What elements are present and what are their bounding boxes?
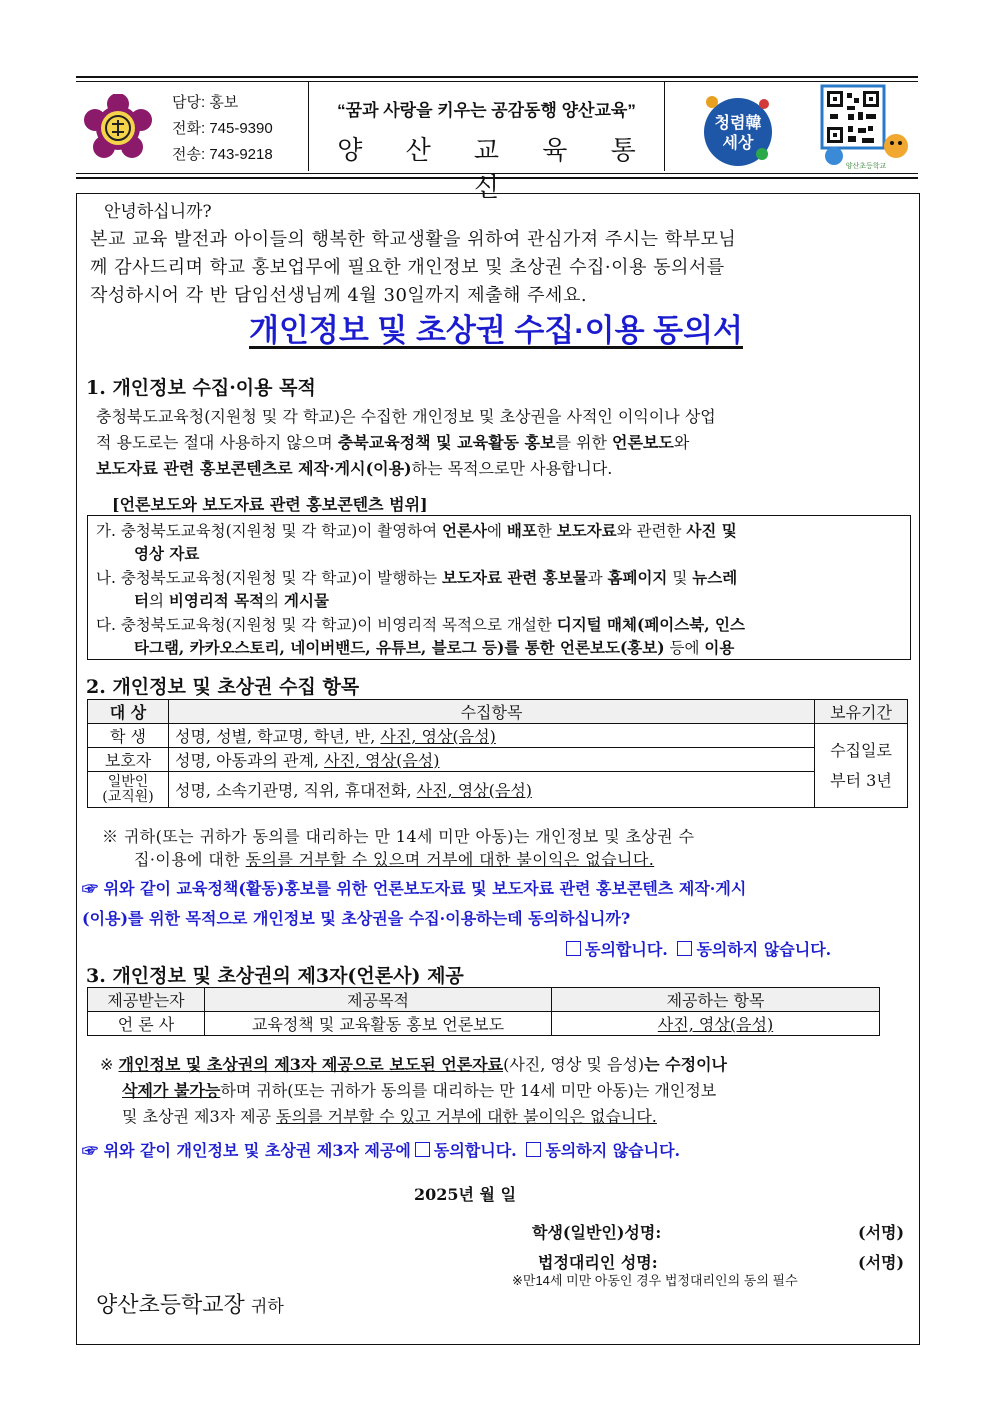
recipient-cell: 언 론 사 (88, 1012, 205, 1036)
range-item-ga: 가. 충청북도교육청(지원청 및 각 학교)이 촬영하여 언론사에 배포한 보도자료와 관련한 사진 및 (96, 521, 737, 540)
intro-line-3: 작성하시어 각 반 담임선생님께 4월 30일까지 제출해 주세요. (90, 285, 588, 306)
section-2-note-line-2: 집·이용에 대한 동의를 거부할 수 있으며 거부에 대한 불이익은 없습니다. (134, 850, 655, 869)
header-title-block (308, 82, 665, 202)
agree-checkbox[interactable] (566, 941, 581, 956)
th-items: 수집항목 (169, 700, 815, 724)
guardian-sign-label: 법정대리인 성명: (538, 1253, 658, 1272)
addressee: 양산초등학교장 귀하 (96, 1292, 284, 1317)
guardian-note: ※만14세 미만 아동인 경우 법정대리인의 동의 필수 (512, 1273, 798, 1288)
section-2-note-line-1: ※ 귀하(또는 귀하가 동의를 대리하는 만 14세 미만 아동)는 개인정보 및 초상권 수 (102, 827, 695, 846)
section-2-heading: 2. 개인정보 및 초상권 수집 항목 (86, 676, 360, 698)
provided-items-cell: 사진, 영상(음성) (552, 1012, 880, 1036)
contact-manager: 담당: 홍보 (172, 94, 239, 111)
section-3-consent: ☞ 위와 같이 개인정보 및 초상권 제3자 제공에 동의합니다. 동의하지 않습니다. (82, 1141, 681, 1160)
target-cell: 보호자 (88, 748, 169, 772)
table-row (88, 772, 908, 808)
disagree-checkbox[interactable] (526, 1142, 541, 1157)
qr-caption: 양산초등학교 (845, 162, 887, 170)
items-cell: 성명, 소속기관명, 직위, 휴대전화, 사진, 영상(음성) (169, 772, 815, 808)
range-item-da-cont: 타그램, 카카오스토리, 네이버밴드, 유튜브, 블로그 등)를 통한 언론보도(홍보) 등에 이용 (134, 638, 735, 657)
section-2-consent-line-2: (이용)를 위한 목적으로 개인정보 및 초상권을 수집·이용하는데 동의하십니까? (82, 909, 631, 928)
intro-line-1: 본교 교육 발전과 아이들의 행복한 학교생활을 위하여 관심가져 주시는 학부모님 (90, 229, 737, 250)
document-title: 개인정보 및 초상권 수집·이용 동의서 (249, 313, 743, 348)
guardian-sign-mark: (서명) (858, 1253, 905, 1272)
th-provided-items: 제공하는 항목 (552, 988, 880, 1012)
greeting: 안녕하십니까? (104, 202, 212, 222)
section-3-note-line-1: ※ 개인정보 및 초상권의 제3자 제공으로 보도된 언론자료(사진, 영상 및 음성)는 수정이나 (100, 1055, 727, 1074)
section-1-line-1: 충청북도교육청(지원청 및 각 학교)은 수집한 개인정보 및 초상권을 사적인 이익이나 상업 (96, 407, 716, 426)
section-3-heading: 3. 개인정보 및 초상권의 제3자(언론사) 제공 (86, 965, 464, 987)
qr-code-icon (818, 84, 914, 172)
target-cell: 학 생 (88, 724, 169, 748)
range-item-na-cont: 터의 비영리적 목적의 게시물 (134, 591, 329, 610)
items-cell: 성명, 성별, 학교명, 학년, 반, 사진, 영상(음성) (169, 724, 815, 748)
th-retention: 보유기간 (815, 700, 908, 724)
section-3-note-line-2: 삭제가 불가능하며 귀하(또는 귀하가 동의를 대리하는 만 14세 미만 아동)는 개인정보 (122, 1081, 717, 1100)
section-2-consent-line-1: ☞ 위와 같이 교육정책(활동)홍보를 위한 언론보도자료 및 보도자료 관련 홍보콘텐츠 제작·게시 (82, 879, 747, 898)
th-recipient: 제공받는자 (88, 988, 205, 1012)
range-item-ga-cont: 영상 자료 (134, 544, 200, 563)
slogan: “꿈과 사랑을 키우는 공감동행 양산교육” (337, 101, 636, 120)
section-1-heading: 1. 개인정보 수집·이용 목적 (86, 377, 316, 399)
logo-text-2: 세상 (722, 133, 754, 152)
school-emblem-icon (84, 94, 152, 162)
th-purpose: 제공목적 (205, 988, 552, 1012)
logo-text-1: 청렴韓 (714, 113, 762, 132)
contact-info (172, 90, 273, 168)
agree-checkbox[interactable] (415, 1142, 430, 1157)
table-row (88, 724, 908, 748)
range-item-na: 나. 충청북도교육청(지원청 및 각 학교)이 발행하는 보도자료 관련 홍보물과 홈페이지 및 뉴스레 (96, 568, 738, 587)
section-2-choice: 동의합니다. 동의하지 않습니다. (562, 937, 831, 960)
date-line: 2025년 월 일 (414, 1185, 517, 1204)
purpose-cell: 교육정책 및 교육활동 홍보 언론보도 (205, 1012, 552, 1036)
th-target: 대 상 (88, 700, 169, 724)
student-sign-mark: (서명) (858, 1223, 905, 1242)
target-cell: 일반인 (교직원) (88, 772, 169, 808)
table-row (88, 748, 908, 772)
contact-fax: 전송: 743-9218 (172, 146, 273, 163)
retention-cell: 수집일로 부터 3년 (815, 724, 908, 808)
items-cell: 성명, 아동과의 관계, 사진, 영상(음성) (169, 748, 815, 772)
section-1-line-3: 보도자료 관련 홍보콘텐츠로 제작·게시(이용)하는 목적으로만 사용합니다. (96, 459, 613, 478)
section-1-line-2: 적 용도로는 절대 사용하지 않으며 충북교육정책 및 교육활동 홍보를 위한 언론보도와 (96, 433, 690, 452)
range-item-da: 다. 충청북도교육청(지원청 및 각 학교)이 비영리적 목적으로 개설한 디지털 매체(페이스북, 인스 (96, 615, 745, 634)
newsletter-title: 양 산 교 육 통 신 (337, 135, 654, 202)
integrity-logo-icon (702, 84, 774, 172)
intro-line-2: 께 감사드리며 학교 홍보업무에 필요한 개인정보 및 초상권 수집·이용 동의서를 (90, 257, 725, 278)
contact-phone: 전화: 745-9390 (172, 120, 273, 137)
section-3-note-line-3: 및 초상권 제3자 제공 동의를 거부할 수 있고 거부에 대한 불이익은 없습니다. (122, 1107, 657, 1126)
third-party-table (87, 987, 880, 1036)
range-heading: [언론보도와 보도자료 관련 홍보콘텐츠 범위] (112, 495, 428, 514)
student-sign-label: 학생(일반인)성명: (532, 1223, 662, 1242)
letterhead (76, 76, 918, 202)
disagree-checkbox[interactable] (677, 941, 692, 956)
table-row (88, 1012, 880, 1036)
collection-items-table (87, 699, 908, 808)
